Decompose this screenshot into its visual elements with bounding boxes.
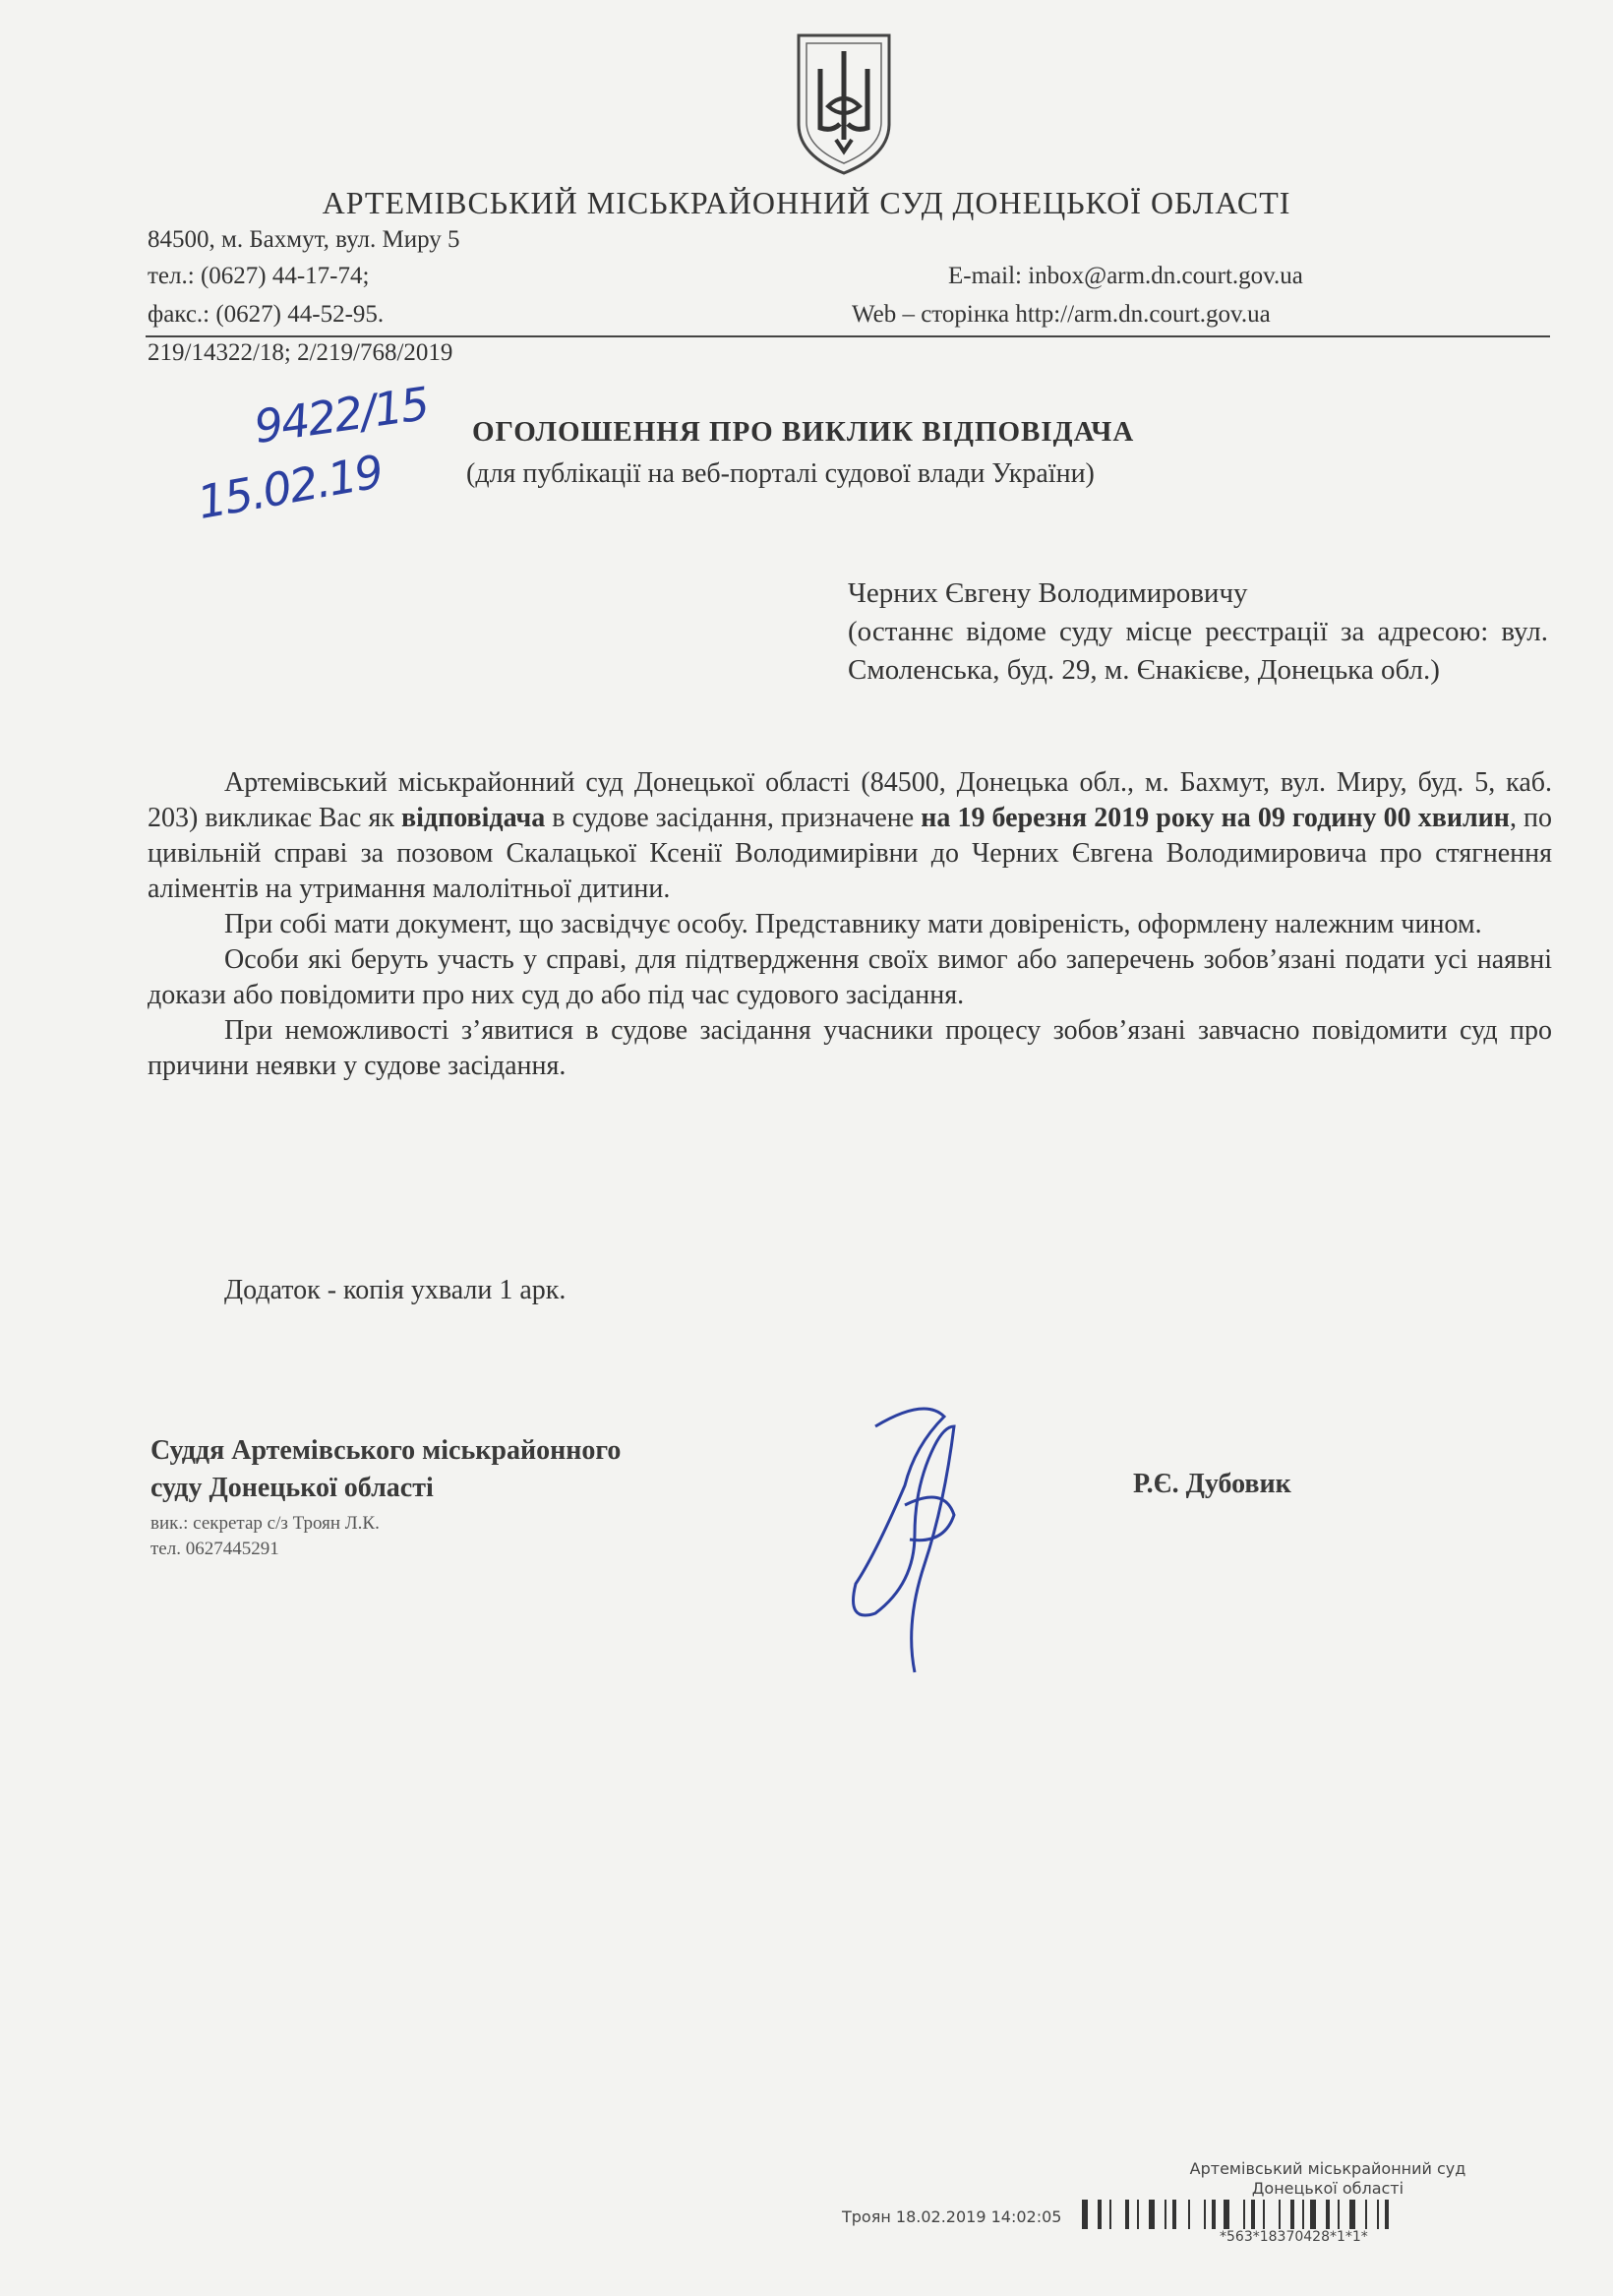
handwritten-note-1: 9422/15 xyxy=(251,376,432,454)
court-fax: факс.: (0627) 44-52-95. xyxy=(148,301,385,328)
notice-body xyxy=(148,765,1552,1084)
case-numbers: 219/14322/18; 2/219/768/2019 xyxy=(148,339,453,366)
executor-info: вик.: секретар с/з Троян Л.К. тел. 0627445291 xyxy=(150,1513,380,1559)
court-address: 84500, м. Бахмут, вул. Миру 5 xyxy=(148,226,460,253)
annex-note: Додаток - копія ухвали 1 арк. xyxy=(224,1275,567,1305)
document-title: ОГОЛОШЕННЯ ПРО ВИКЛИК ВІДПОВІДАЧА xyxy=(472,416,1135,448)
document-subtitle: (для публікації на веб-порталі судової влади України) xyxy=(466,458,1095,489)
addressee-name: Черних Євгену Володимировичу xyxy=(848,577,1248,609)
addressee-address: (останнє відоме суду місце реєстрації за адресою: вул. Смоленська, буд. 29, м. Єнакієве, Донецька обл.) xyxy=(848,616,1548,686)
handwritten-note-2: 15.02.19 xyxy=(193,445,387,529)
court-web: Web – сторінка http://arm.dn.court.gov.ua xyxy=(852,301,1271,328)
addressee-block xyxy=(848,574,1548,690)
court-phone: тел.: (0627) 44-17-74; xyxy=(148,263,370,289)
judge-name: Р.Є. Дубовик xyxy=(1133,1469,1291,1499)
judge-position: Суддя Артемівського міськрайонного суду Донецької області xyxy=(150,1435,622,1503)
registration-stamp-court: Артемівський міськрайонний суд Донецької області xyxy=(1189,2159,1466,2198)
paragraph-summons: Артемівський міськрайонний суд Донецької області (84500, Донецька обл., м. Бахмут, вул. Миру, буд. 5, каб. 203) викликає Вас як відповідача в судове засідання, призначене на 19 березня 2019 року на 09 годину 00 хвилин, по цивільній справі за позовом Скалацької Ксенії Володимирівни до Черних Євгена Володимировича про стягнення аліментів на утримання малолітньої дитини. xyxy=(148,767,1552,904)
barcode-icon xyxy=(1078,2198,1570,2233)
coat-of-arms-icon xyxy=(793,30,895,177)
court-email: E-mail: inbox@arm.dn.court.gov.ua xyxy=(948,263,1303,289)
paragraph-absence: При неможливості з’явитися в судове засідання учасники процесу зобов’язані завчасно повідомити суд про причини неявки у судове засідання. xyxy=(148,1015,1552,1081)
handwritten-signature-icon xyxy=(836,1387,1013,1682)
header-divider xyxy=(146,335,1550,337)
registration-stamp-meta: Троян 18.02.2019 14:02:05 xyxy=(842,2207,1062,2226)
barcode-number: *563*18370428*1*1* xyxy=(1220,2229,1368,2245)
court-name: АРТЕМІВСЬКИЙ МІСЬКРАЙОННИЙ СУД ДОНЕЦЬКОЇ ОБЛАСТІ xyxy=(322,185,1291,220)
paragraph-evidence: Особи які беруть участь у справі, для підтвердження своїх вимог або заперечень зобов’язані подати усі наявні докази або повідомити про них суд до або під час судового засідання. xyxy=(148,944,1552,1010)
paragraph-documents: При собі мати документ, що засвідчує особу. Представнику мати довіреність, оформлену належним чином. xyxy=(224,909,1482,939)
